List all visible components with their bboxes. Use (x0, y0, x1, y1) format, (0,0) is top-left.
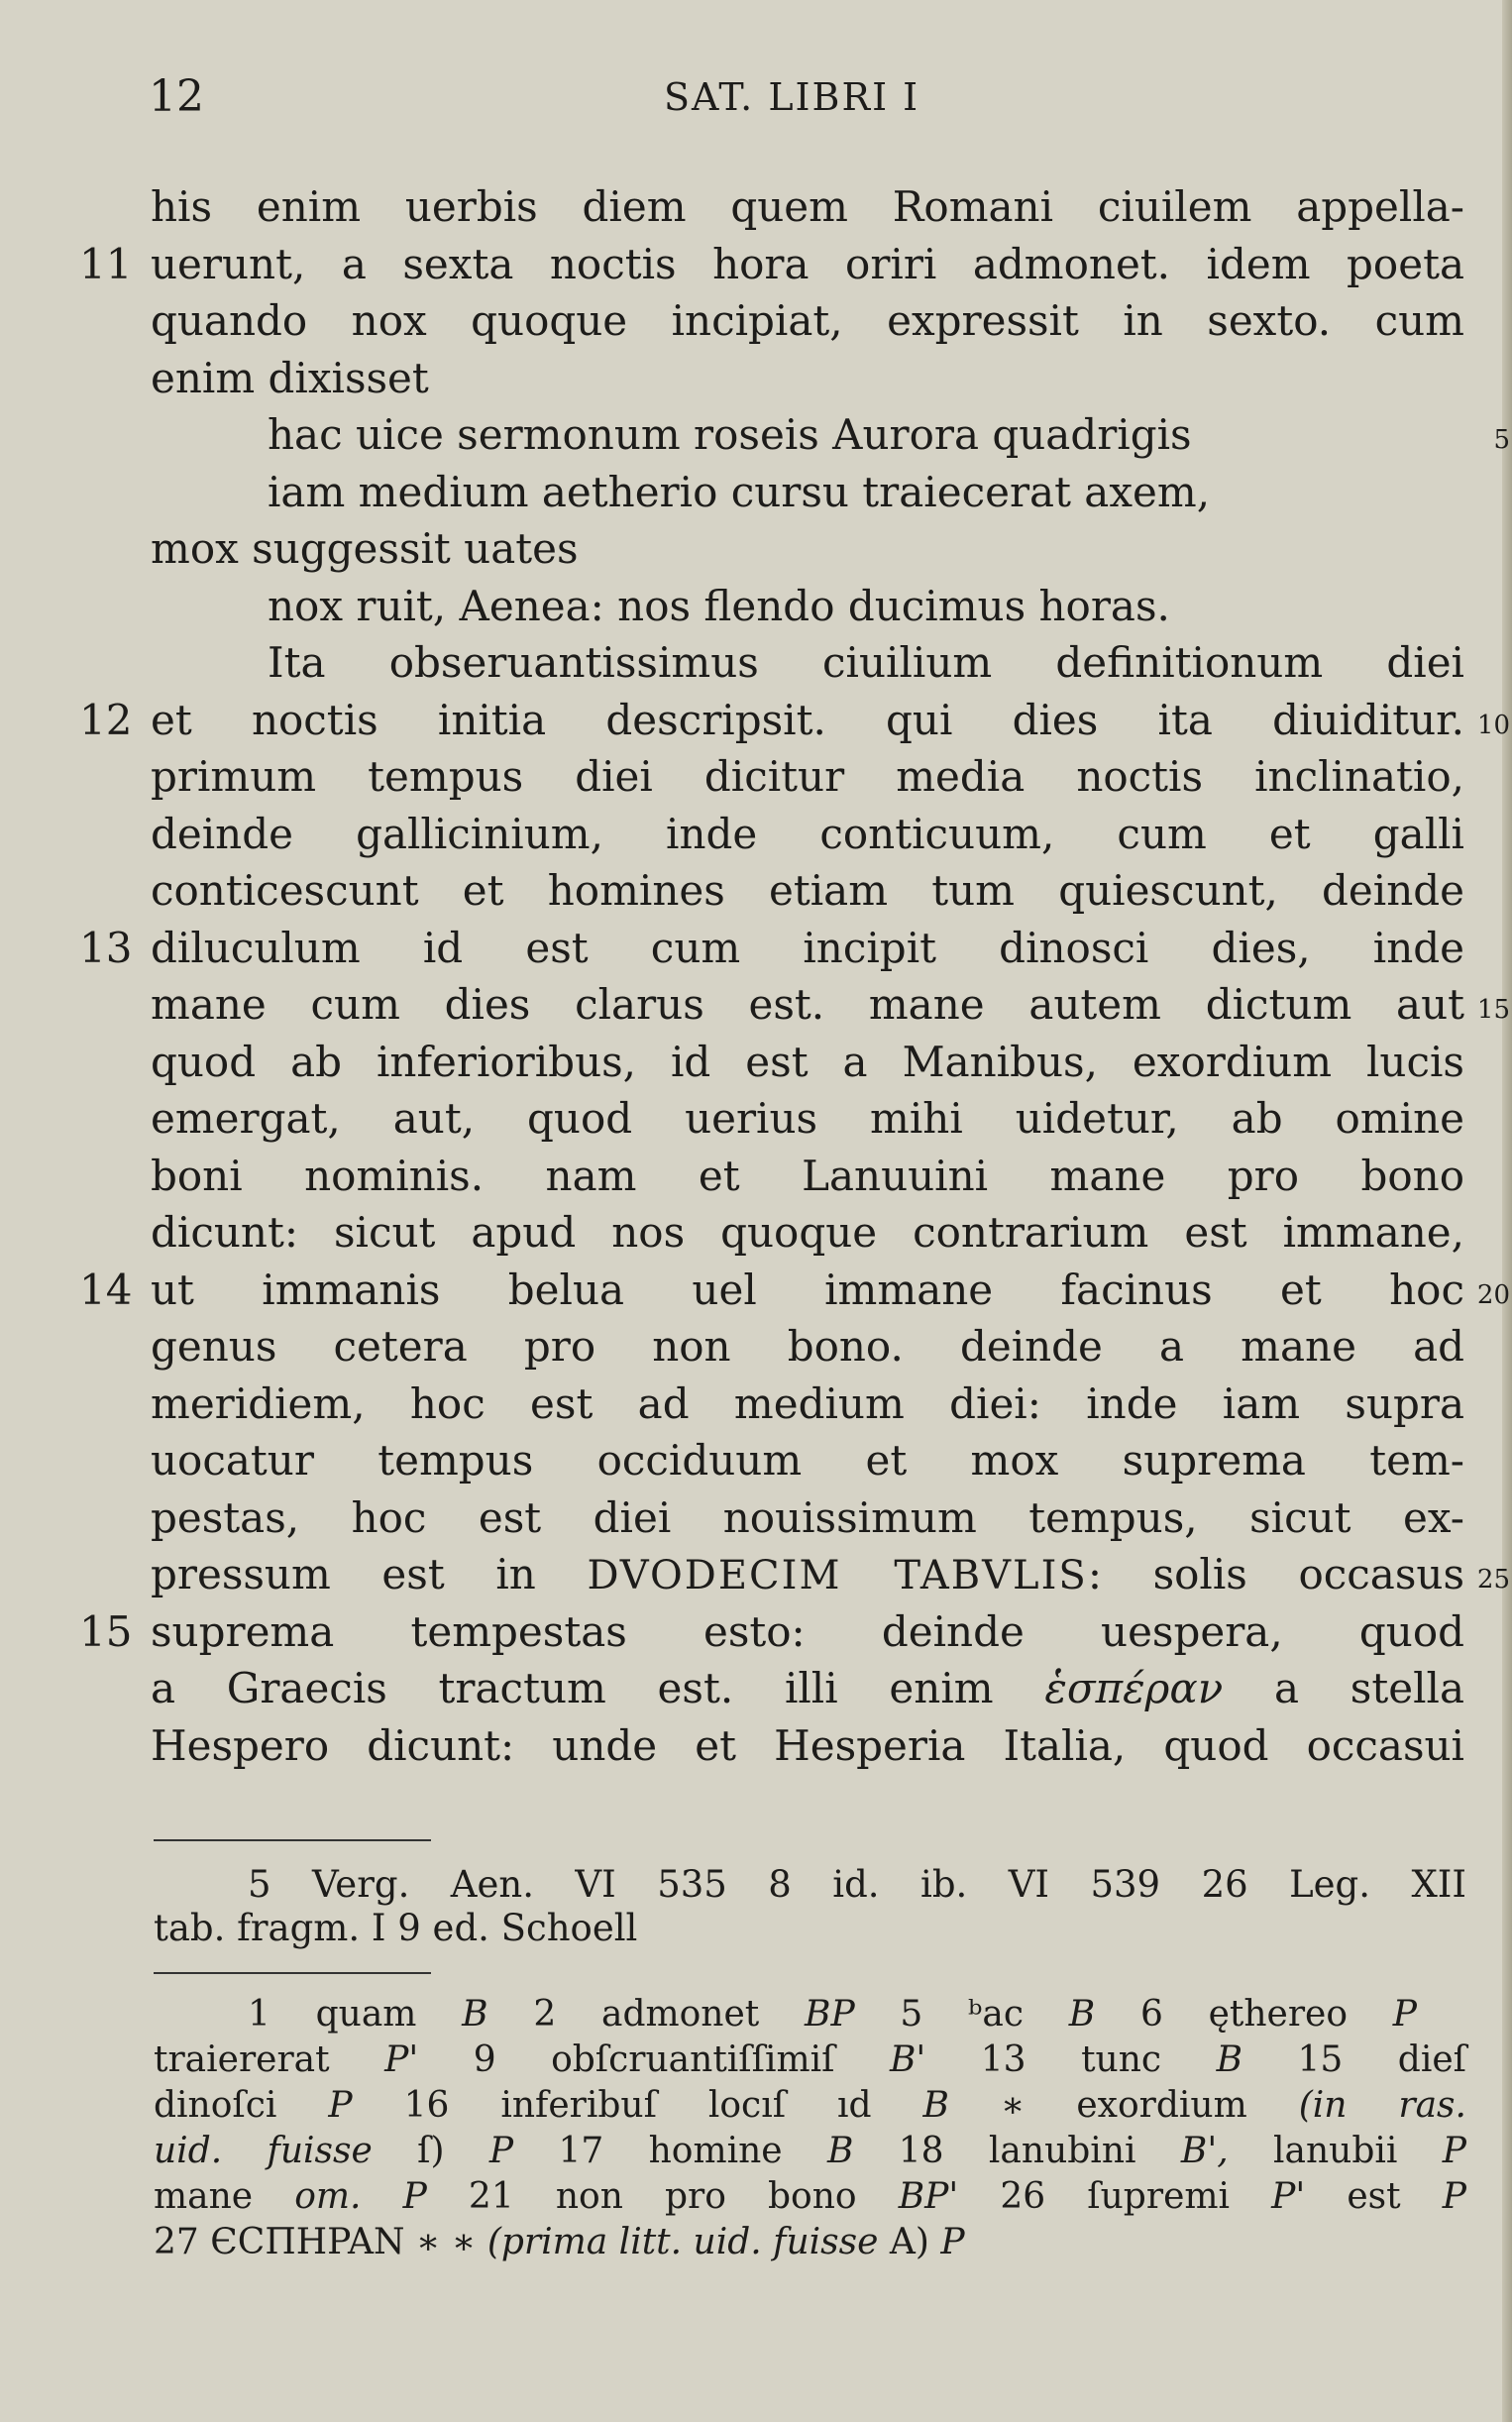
line-number: 5 (1493, 425, 1510, 455)
line-number: 20 (1476, 1279, 1510, 1310)
text-line: mox suggessit uates (151, 524, 579, 573)
text-line: emergat, aut, quod uerius mihi uidetur, ab omine (151, 1094, 1464, 1143)
text-line: 15 suprema tempestas esto: deinde uespera, quod (151, 1603, 1464, 1661)
text-line: 13 diluculum id est cum incipit dinosci dies, inde (151, 920, 1464, 977)
section-number: 12 (79, 695, 133, 744)
text-line: 12 et noctis initia descripsit. qui dies ita diuiditur. 10 (151, 692, 1464, 749)
text-line: genus cetera pro non bono. deinde a mane ad (151, 1322, 1464, 1371)
apparatus-row: uid. fuisse ſ) P 17 homine B 18 lanubini B', lanubii P (154, 2131, 1466, 2171)
section-number: 11 (79, 239, 133, 288)
text-line: mane cum dies clarus est. mane autem dictum aut 15 (151, 976, 1464, 1034)
text-line: uocatur tempus occiduum et mox suprema tem- (151, 1436, 1464, 1485)
page-number: 12 (149, 71, 204, 122)
text-line: deinde gallicinium, inde conticuum, cum et galli (151, 809, 1464, 858)
section-number: 15 (79, 1606, 133, 1656)
footnote-rule (154, 1839, 431, 1841)
text-line: meridiem, hoc est ad medium diei: inde iam supra (151, 1378, 1464, 1428)
apparatus-row: 1 quam B 2 admonet BP 5 ᵇac B 6 ęthereo P (248, 1994, 1417, 2035)
text-line: his enim uerbis diem quem Romani ciuilem appella- (151, 182, 1464, 231)
source-notes (154, 1863, 1466, 1950)
text-line: quod ab inferioribus, id est a Manibus, exordium lucis (151, 1037, 1464, 1086)
apparatus-row: dinoſci P 16 inferibuſ locıſ ıd B ∗ exordium (in ras. (154, 2085, 1466, 2126)
apparatus-rule (154, 1972, 431, 1974)
critical-apparatus (154, 1992, 1466, 2265)
text-line: quando nox quoque incipiat, expressit in sexto. cum (151, 296, 1464, 345)
text-line: primum tempus diei dicitur media noctis inclinatio, (151, 752, 1464, 801)
text-line: dicunt: sicut apud nos quoque contrarium est immane, (151, 1208, 1464, 1257)
verse-line: iam medium aetherio cursu traiecerat axem, (268, 467, 1211, 516)
text-line: 11 uerunt, a sexta noctis hora oriri admonet. idem poeta (151, 236, 1464, 293)
text-line: enim dixisset (151, 353, 429, 402)
source-row: tab. fragm. I 9 ed. Schoell (154, 1907, 638, 1949)
text-line: conticescunt et homines etiam tum quiescunt, deinde (151, 866, 1464, 915)
running-title: SAT. LIBRI I (664, 75, 920, 119)
text-line: 14 ut immanis belua uel immane facinus et hoc 20 (151, 1262, 1464, 1319)
text-line: boni nominis. nam et Lanuuini mane pro bono (151, 1151, 1464, 1200)
line-number: 15 (1476, 995, 1510, 1025)
source-row: 5 Verg. Aen. VI 535 8 id. ib. VI 539 26 Leg. XII (248, 1863, 1467, 1906)
section-number: 14 (79, 1265, 133, 1314)
text-line: pestas, hoc est diei nouissimum tempus, sicut ex- (151, 1492, 1464, 1542)
page-edge (1502, 0, 1512, 2422)
apparatus-row: 27 ЄCΠHPAN ∗ ∗ (prima litt. uid. fuisse A) P (154, 2222, 965, 2262)
greek-word: ἑσπέραν (1044, 1664, 1224, 1712)
text-line: a Graecis tractum est. illi enim ἑσπέραν a stella (151, 1664, 1464, 1712)
verse-line: hac uice sermonum roseis Aurora quadrigis 5 (151, 406, 1464, 464)
apparatus-row: traiererat P' 9 obſcruantiſſimiſ B' 13 tunc B 15 dieſ (154, 2039, 1466, 2080)
verse-line: nox ruit, Aenea: nos flendo ducimus horas. (268, 581, 1170, 630)
running-header (149, 71, 1466, 131)
small-caps-reference: DVODECIM TABVLIS (587, 1553, 1088, 1598)
main-text (79, 178, 1510, 1774)
text-line: Ita obseruantissimus ciuilium definitionum diei (268, 638, 1464, 687)
apparatus-row: mane om. P 21 non pro bono BP' 26 ſupremi P' est P (154, 2176, 1466, 2217)
line-number: 10 (1476, 710, 1510, 740)
text-line: Hespero dicunt: unde et Hesperia Italia, quod occasui (151, 1720, 1464, 1770)
text-line: pressum est in DVODECIM TABVLIS: solis occasus 25 (151, 1546, 1464, 1603)
section-number: 13 (79, 923, 133, 972)
line-number: 25 (1476, 1565, 1510, 1595)
